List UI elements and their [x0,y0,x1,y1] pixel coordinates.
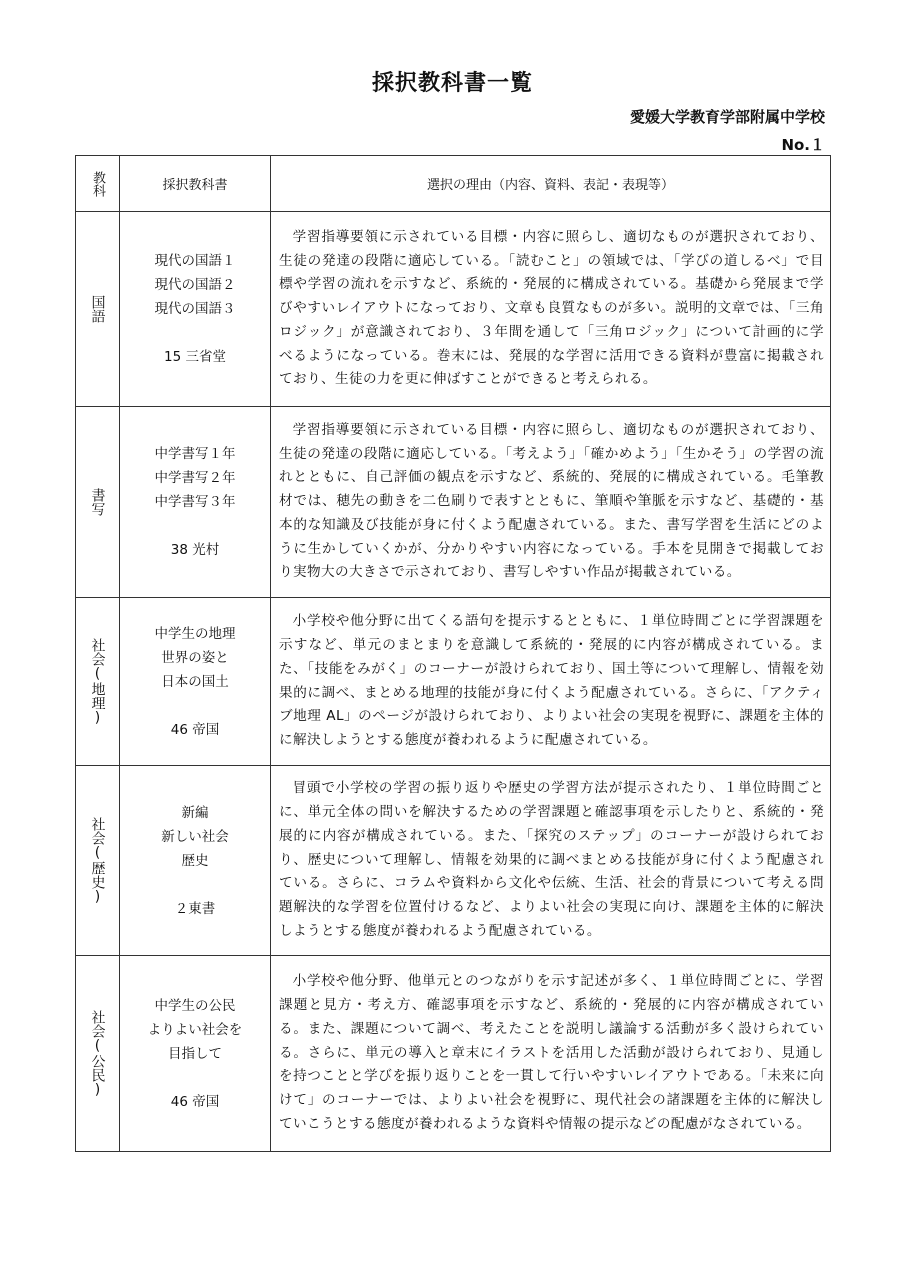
subject-cell: 社会(歴史) [76,766,120,956]
document-title: 採択教科書一覧 [371,71,533,96]
subject-cell: 国語 [76,212,120,407]
publisher: ２東書 [174,900,216,917]
textbook-name: 日本の国土 [161,673,229,690]
school-name: 愛媛大学教育学部附属中学校 [629,108,825,126]
textbook-name: 中学書写１年 [154,446,236,462]
textbook-cell [120,598,271,766]
reason-cell: 冒頭で小学校の学習の振り返りや歴史の学習方法が提示されたり、１単位時間ごとに、単元全体の問いを解決するための学習課題と確認事項を示したりと、系統的・発展的に内容が構成されている。また、「探究のステップ」のコーナーが設けられており、歴史について理解し、情報を効果的に調べまとめる技能が身に付くよう配慮されている。さらに、コラムや資料から文化や伝統、生活、社会的背景について考える問題解決的な学習を位置付けるなど、よりよい社会の実現に向け、課題を主体的に解決しようとする態度が養われるよう配慮されている。 [271,766,831,956]
header-textbook: 採択教科書 [120,156,271,212]
table-row [76,766,831,956]
textbook-name: 新しい社会 [161,828,229,845]
textbook-cell [120,766,271,956]
textbook-name: 中学生の公民 [154,997,236,1014]
textbook-name: 世界の姿と [161,649,229,666]
textbook-name: 新編 [181,804,209,821]
publisher: 46 帝国 [170,721,220,738]
textbook-cell [120,956,271,1152]
textbook-name: 目指して [168,1045,222,1062]
header-reason: 選択の理由（内容、資料、表記・表現等） [271,156,831,212]
textbook-name: 現代の国語３ [154,301,236,317]
reason-cell: 小学校や他分野、他単元とのつながりを示す記述が多く、１単位時間ごとに、学習課題と見方・考え方、確認事項を示すなど、系統的・発展的に内容が構成されている。また、課題について調べ、考えたことを説明し議論する活動が多く設けられている。さらに、単元の導入と章末にイラストを活用した活動が設けられており、見通しを持つことと学びを振り返りことを一貫して行いやすいレイアウトである。「未来に向けて」のコーナーでは、よりよい社会を視野に、現代社会の諸課題を主体的に解決していこうとする態度が養われるような資料や情報の提示などの配慮がなされている。 [271,956,831,1152]
textbook-table [75,155,831,1152]
textbook-name: 歴史 [181,852,209,869]
textbook-name: よりよい社会を [147,1021,243,1038]
textbook-name: 現代の国語１ [154,253,236,269]
reason-cell: 学習指導要領に示されている目標・内容に照らし、適切なものが選択されており、生徒の発達の段階に適応している。「読むこと」の領域では、「学びの道しるべ」で目標や学習の流れを示すなど、系統的・発展的に構成されている。基礎から発展まで学びやすいレイアウトになっており、文章も良質なものが多い。説明的文章では、「三角ロジック」が意識されており、３年間を通して「三角ロジック」について計画的に学べるようになっている。巻末には、発展的な学習に活用できる資料が豊富に掲載されており、生徒の力を更に伸ばすことができると考えられる。 [271,212,831,407]
subject-cell: 社会(公民) [76,956,120,1152]
textbook-cell [120,407,271,598]
publisher: 15 三省堂 [164,349,226,365]
publisher: 46 帝国 [170,1093,220,1110]
table-header-row [76,156,831,212]
table-row [76,598,831,766]
subject-cell: 社会(地理) [76,598,120,766]
textbook-name: 中学書写２年 [154,470,236,486]
textbook-name: 中学書写３年 [154,494,236,510]
page-number: No.１ [781,136,825,154]
subject-cell: 書写 [76,407,120,598]
table-row [76,407,831,598]
textbook-cell [120,212,271,407]
table-row [76,956,831,1152]
textbook-name: 中学生の地理 [154,625,236,642]
reason-cell: 小学校や他分野に出てくる語句を提示するとともに、１単位時間ごとに学習課題を示すなど、単元のまとまりを意識して系統的・発展的に内容が構成されている。また、「技能をみがく」のコーナーが設けられており、国土等について理解し、情報を効果的に調べ、まとめる地理的技能が身に付くよう配慮されている。さらに、「アクティブ地理 AL」のページが設けられており、よりよい社会の実現を視野に、課題を主体的に解決しようとする態度が養われるように配慮されている。 [271,598,831,766]
textbook-name: 現代の国語２ [154,277,236,293]
reason-cell: 学習指導要領に示されている目標・内容に照らし、適切なものが選択されており、生徒の発達の段階に適応している。「考えよう」「確かめよう」「生かそう」の学習の流れとともに、自己評価の観点を示すなど、系統的、発展的に構成されている。毛筆教材では、穂先の動きを二色刷りで表すとともに、筆順や筆脈を示すなど、基礎的・基本的な知識及び技能が身に付くよう配慮されている。また、書写学習を生活にどのように生かしていくかが、分かりやすい内容になっている。手本を見開きで掲載しており実物大の大きさで示されており、書写しやすい作品が掲載されている。 [271,407,831,598]
publisher: 38 光村 [170,542,220,558]
table-row [76,212,831,407]
header-subject: 教科 [76,156,120,212]
